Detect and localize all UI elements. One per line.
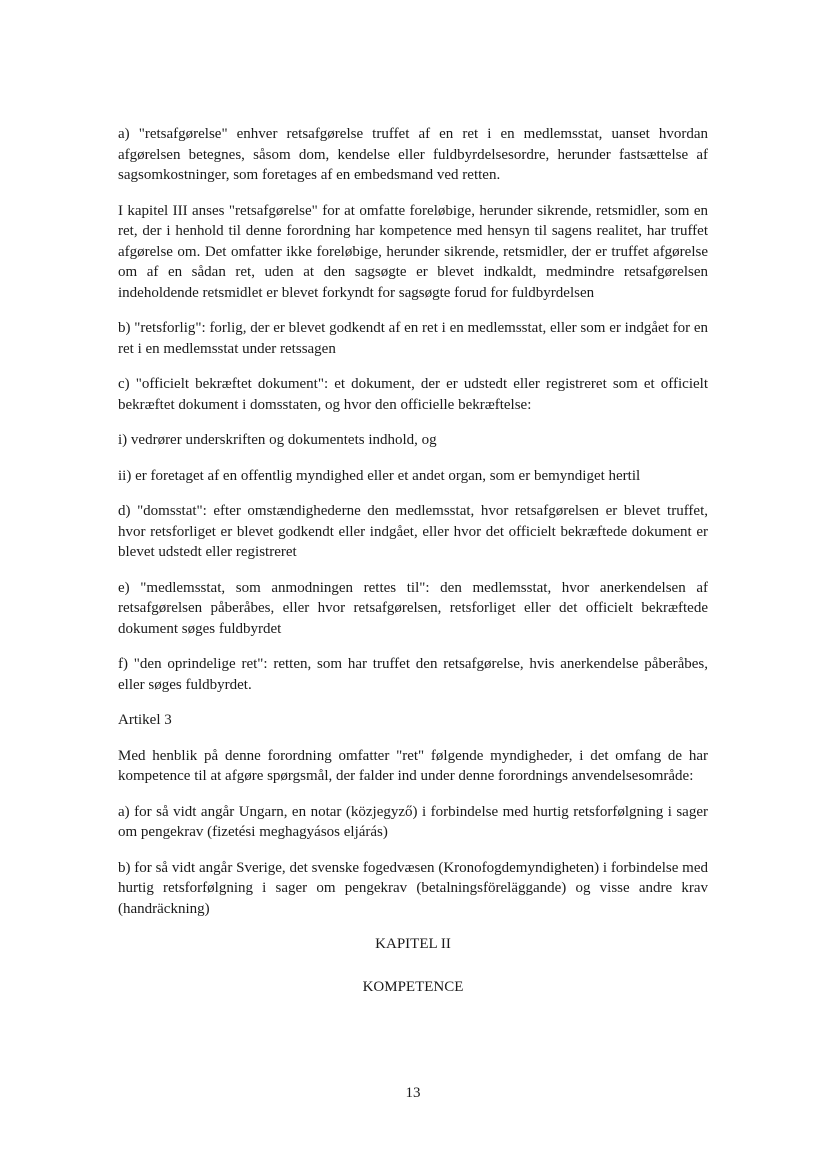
body-text: [118, 124, 708, 1012]
article-heading: Artikel 3: [118, 712, 172, 728]
paragraph-c-officielt-dokument: c) "officielt bekræftet dokument": et dokument, der er udstedt eller registreret som et officielt bekræftet dokument i domsstaten, og hvor den officielle bekræftelse:: [118, 376, 708, 413]
paragraph-b-sverige: b) for så vidt angår Sverige, det svenske fogedvæsen (Kronofogdemyndigheten) i forbindelse med hurtig retsforfølgning i sager om pengekrav (betalningsföreläggande) og visse andre krav (handräckning): [118, 859, 708, 917]
paragraph-d-domsstat: d) "domsstat": efter omstændighederne den medlemsstat, hvor retsafgørelsen er blevet truffet, hvor retsforliget er blevet godkendt eller indgået, eller hvor det officielt bekræftede dokument er blevet udstedt eller registreret: [118, 503, 708, 560]
paragraph-b-retsforlig: b) "retsforlig": forlig, der er blevet godkendt af en ret i en medlemsstat, eller som er indgået for en ret i en medlemsstat under retssagen: [118, 320, 708, 357]
paragraph-f-oprindelige-ret: f) "den oprindelige ret": retten, som har truffet den retsafgørelse, hvis anerkendelse påberåbes, eller søges fuldbyrdet.: [118, 656, 708, 693]
paragraph-ii-myndighed: ii) er foretaget af en offentlig myndighed eller et andet organ, som er bemyndiget hertil: [118, 467, 641, 484]
page-number: 13: [405, 1085, 421, 1101]
paragraph-a-retsafgorelse: a) "retsafgørelse" enhver retsafgørelse truffet af en ret i en medlemsstat, uanset hvordan afgørelsen betegnes, såsom dom, kendelse eller fuldbyrdelsesordre, herunder fastsættelse af sagsomkostninger, som foretages af en embedsmand ved retten.: [118, 126, 708, 183]
paragraph-kapitel-iii: I kapitel III anses "retsafgørelse" for at omfatte foreløbige, herunder sikrende, retsmidler, som en ret, der i henhold til denne forordning har kompetence med hensyn til sagens realitet, har truffet afgørelse om. Det omfatter ikke foreløbige, herunder sikrende, retsmidler, der er truffet afgørelse om af en sådan ret, uden at den sagsøgte er blevet indkaldt, medmindre retsafgørelsen indeholdende retsmidlet er blevet forkyndt for sagsøgte forud for fuldbyrdelsen: [118, 202, 708, 301]
paragraph-article-3-intro: Med henblik på denne forordning omfatter "ret" følgende myndigheder, i det omfang de har kompetence til at afgøre spørgsmål, der falder ind under denne forordnings anvendelsesområde:: [118, 747, 708, 784]
paragraph-i-underskriften: i) vedrører underskriften og dokumentets indhold, og: [118, 432, 437, 448]
chapter-heading: KAPITEL II: [375, 936, 451, 952]
paragraph-e-medlemsstat: e) "medlemsstat, som anmodningen rettes til": den medlemsstat, hvor anerkendelsen af retsafgørelsen påberåbes, eller hvor retsafgørelsen, retsforliget eller det officielt bekræftede dokument søges fuldbyrdet: [118, 579, 708, 637]
chapter-title: KOMPETENCE: [362, 978, 464, 995]
paragraph-a-ungarn: a) for så vidt angår Ungarn, en notar (közjegyző) i forbindelse med hurtig retsforfølgning i sager om pengekrav (fizetési meghagyásos eljárás): [118, 803, 708, 840]
